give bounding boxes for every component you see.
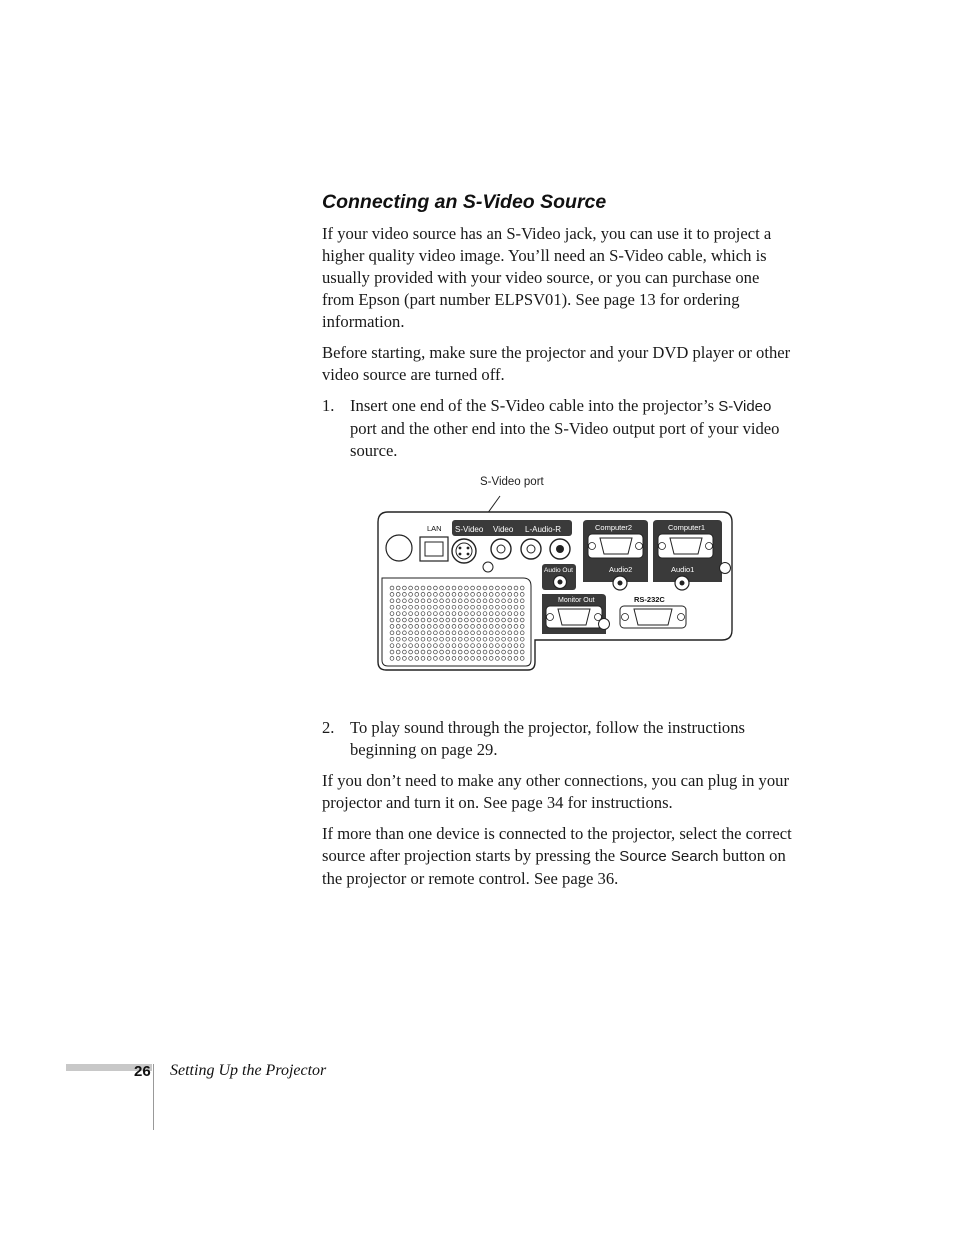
page-number: 26 <box>134 1063 151 1080</box>
before-starting-paragraph: Before starting, make sure the projector and your DVD player or other video source are turned off. <box>322 343 791 384</box>
section-heading: Connecting an S-Video Source <box>322 191 607 213</box>
lan-label: LAN <box>427 524 442 533</box>
projector-ports-figure <box>374 474 738 674</box>
computer2-label: Computer2 <box>595 523 633 532</box>
audio1-label: Audio1 <box>671 565 695 574</box>
monitor-out-label: Monitor Out <box>558 597 595 604</box>
step-1-number: 1. <box>322 396 335 415</box>
source-search-label: Source Search <box>619 848 719 865</box>
step-1-text-a: Insert one end of the S-Video cable into the projector’s <box>350 396 719 415</box>
step-2 <box>322 717 792 761</box>
source-text-a: If more than one device is connected to the projector, select the correct source after projection starts by pressing the <box>322 824 792 865</box>
svideo-label: S-Video <box>455 525 484 534</box>
step-1-text-b: port and the other end into the S-Video output port of your video source. <box>350 419 780 460</box>
connections-paragraph: If you don’t need to make any other connections, you can plug in your projector and turn it on. See page 34 for instructions. <box>322 771 789 812</box>
step-1 <box>322 395 792 462</box>
step-2-text: To play sound through the projector, follow the instructions beginning on page 29. <box>350 718 745 759</box>
audio-lr-label: L-Audio-R <box>525 525 562 534</box>
footer-vertical-rule <box>153 1064 154 1130</box>
audio2-label: Audio2 <box>609 565 633 574</box>
source-text-b: button on the projector or remote control. See page 36. <box>322 846 786 888</box>
svideo-port-callout: S-Video port <box>480 476 544 488</box>
source-search-paragraph <box>322 823 792 890</box>
projector-rear-panel-illustration <box>374 474 738 674</box>
computer1-label: Computer1 <box>668 523 706 532</box>
svideo-port-label: S-Video <box>718 398 772 415</box>
video-label: Video <box>493 525 514 534</box>
audio-out-label: Audio Out <box>544 567 573 574</box>
running-head: Setting Up the Projector <box>170 1062 327 1079</box>
rs232c-label: RS-232C <box>634 595 665 604</box>
intro-paragraph: If your video source has an S-Video jack, you can use it to project a higher quality video image. You’ll need an S-Video cable, which is usually provided with your video source, or you can purchase one from Epson (part number ELPSV01). See page 13 for ordering information. <box>322 224 772 331</box>
step-2-number: 2. <box>322 718 335 737</box>
